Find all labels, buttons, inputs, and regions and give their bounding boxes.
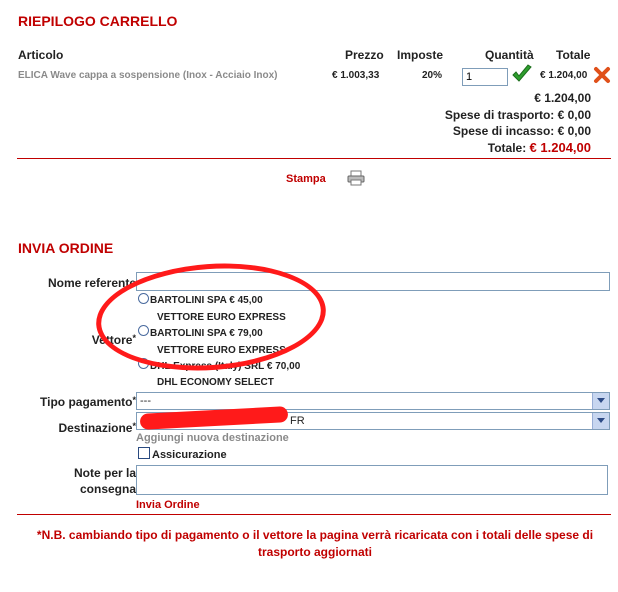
- delivery-notes-textarea[interactable]: [136, 465, 608, 495]
- add-destination-link[interactable]: Aggiungi nuova destinazione: [136, 432, 289, 444]
- chevron-down-icon[interactable]: [592, 393, 609, 409]
- cart-item-price: € 1.003,33: [332, 70, 380, 81]
- order-title: INVIA ORDINE: [18, 240, 114, 256]
- name-label: Nome referente: [47, 276, 136, 290]
- cart-divider: [17, 158, 611, 159]
- payment-type-select[interactable]: ---: [136, 392, 610, 410]
- order-divider: [17, 514, 611, 515]
- col-header-price: Prezzo: [345, 48, 384, 62]
- carrier-option-3-service: DHL ECONOMY SELECT: [157, 377, 274, 388]
- remove-x-icon[interactable]: [593, 66, 611, 87]
- shipping-cost-label: Spese di trasporto:: [444, 108, 555, 122]
- footer-note: *N.B. cambiando tipo di pagamento o il vettore la pagina verrà ricaricata con i totali delle spese di trasporto aggiornati: [36, 528, 594, 559]
- carrier-option-1-service: VETTORE EURO EXPRESS: [157, 312, 286, 323]
- submit-order-link[interactable]: Invia Ordine: [136, 499, 200, 511]
- destination-select[interactable]: FR: [136, 412, 610, 430]
- col-header-tax: Imposte: [397, 48, 444, 62]
- cart-title: RIEPILOGO CARRELLO: [18, 13, 178, 29]
- cod-cost-row: [453, 124, 591, 138]
- quantity-input[interactable]: [462, 68, 508, 86]
- col-header-total: Totale: [556, 48, 591, 62]
- cart-total-label: Totale:: [487, 141, 527, 155]
- chevron-down-icon[interactable]: [592, 413, 609, 429]
- carrier-option-2-name[interactable]: BARTOLINI SPA € 79,00: [150, 328, 263, 339]
- carrier-option-2-service: VETTORE EURO EXPRESS: [157, 345, 286, 356]
- cart-item-name: ELICA Wave cappa a sospensione (Inox - Acciaio Inox): [18, 70, 278, 81]
- carrier-option-3-name[interactable]: DHL Express (Italy) SRL € 70,00: [150, 361, 301, 372]
- shipping-cost-value: € 0,00: [557, 108, 591, 122]
- payment-label: Tipo pagamento*: [40, 395, 136, 409]
- cart-item-total: € 1.204,00: [540, 70, 588, 81]
- cod-cost-value: € 0,00: [557, 124, 591, 138]
- print-link[interactable]: Stampa: [286, 173, 326, 185]
- notes-label: Note per la consegna: [73, 466, 136, 496]
- shipping-cost-row: [445, 108, 591, 122]
- insurance-checkbox[interactable]: [138, 447, 150, 459]
- cart-subtotal: € 1.204,00: [534, 91, 591, 105]
- cart-total-value: € 1.204,00: [529, 140, 591, 155]
- col-header-qty: Quantità: [485, 48, 534, 62]
- printer-icon[interactable]: [347, 170, 365, 189]
- carrier-label: Vettore*: [91, 333, 136, 347]
- insurance-label: Assicurazione: [152, 449, 227, 461]
- carrier-option-1-name[interactable]: BARTOLINI SPA € 45,00: [150, 295, 263, 306]
- cod-cost-label: Spese di incasso:: [452, 124, 555, 138]
- confirm-check-icon[interactable]: [511, 64, 533, 87]
- cart-total-row: [488, 140, 591, 155]
- col-header-item: Articolo: [18, 48, 64, 62]
- destination-label: Destinazione*: [58, 421, 136, 435]
- cart-item-tax: 20%: [422, 70, 443, 81]
